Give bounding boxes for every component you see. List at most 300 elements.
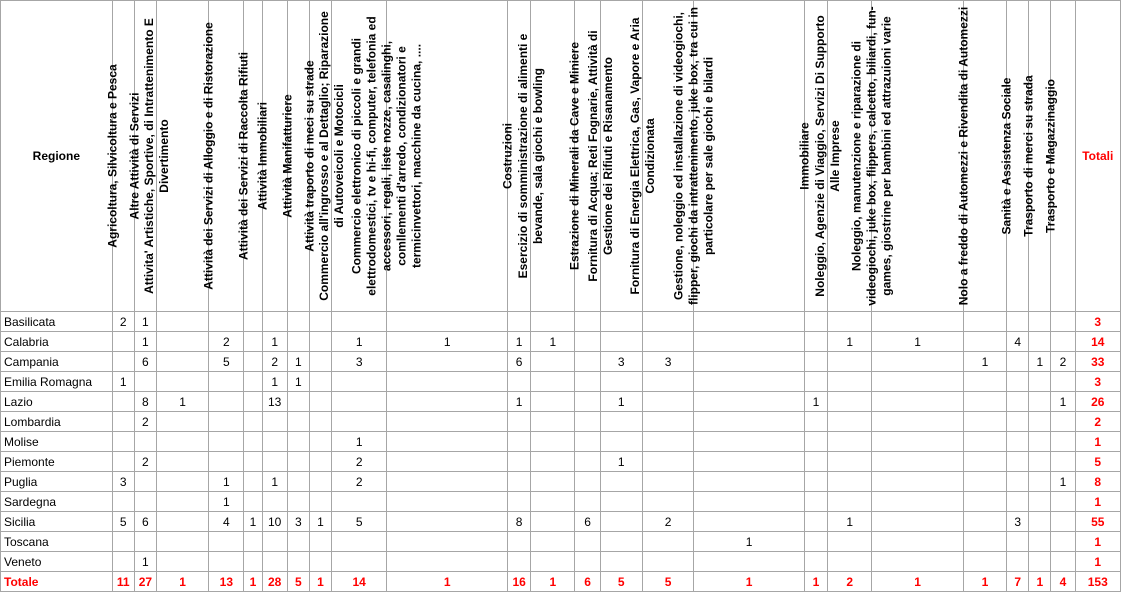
table-cell [694, 352, 805, 372]
table-row [1, 452, 1121, 472]
column-header [849, 1, 964, 312]
table-row [1, 312, 1121, 332]
table-cell [600, 332, 642, 352]
column-header-label: Fornitura di Acqua; Reti Fognarie, Attività di Gestione dei Rifiuti e Risanamento [585, 30, 615, 282]
column-total: 5 [642, 572, 693, 592]
table-cell [828, 472, 872, 492]
table-cell [1051, 552, 1075, 572]
table-cell [156, 452, 208, 472]
table-cell [531, 492, 575, 512]
table-cell [828, 412, 872, 432]
table-cell: 1 [872, 332, 964, 352]
row-total: 26 [1075, 392, 1120, 412]
table-cell [508, 452, 531, 472]
column-total: 1 [531, 572, 575, 592]
table-cell: 3 [1007, 512, 1029, 532]
table-cell [642, 452, 693, 472]
table-cell [694, 512, 805, 532]
table-cell: 6 [575, 512, 600, 532]
table-cell: 1 [963, 352, 1006, 372]
totals-header: Totali [1075, 1, 1120, 312]
table-cell [331, 392, 386, 412]
table-cell: 6 [508, 352, 531, 372]
table-cell [1007, 532, 1029, 552]
table-cell [872, 532, 964, 552]
table-cell [508, 432, 531, 452]
table-cell [287, 392, 309, 412]
table-cell: 1 [331, 332, 386, 352]
table-cell: 1 [287, 372, 309, 392]
table-cell [508, 552, 531, 572]
table-cell [600, 372, 642, 392]
table-cell [804, 452, 827, 472]
table-cell [872, 352, 964, 372]
table-cell [575, 332, 600, 352]
table-cell [600, 532, 642, 552]
table-cell [1051, 432, 1075, 452]
table-cell [134, 472, 156, 492]
table-cell: 2 [134, 452, 156, 472]
table-cell: 6 [134, 512, 156, 532]
column-total: 1 [244, 572, 262, 592]
table-cell [331, 412, 386, 432]
table-cell [963, 512, 1006, 532]
table-cell: 2 [331, 452, 386, 472]
region-name: Campania [1, 352, 113, 372]
table-cell [531, 532, 575, 552]
table-cell [1007, 552, 1029, 572]
column-total: 1 [156, 572, 208, 592]
table-cell [642, 532, 693, 552]
table-cell [156, 432, 208, 452]
table-cell [244, 312, 262, 332]
table-cell [575, 352, 600, 372]
column-total: 7 [1007, 572, 1029, 592]
table-cell [262, 452, 287, 472]
table-cell [1051, 332, 1075, 352]
table-cell [287, 472, 309, 492]
row-total: 3 [1075, 372, 1120, 392]
table-cell [331, 312, 386, 332]
table-cell [287, 312, 309, 332]
table-cell [804, 352, 827, 372]
row-total: 1 [1075, 532, 1120, 552]
table-cell [804, 372, 827, 392]
column-header-label: Agricoltura, Silvicoltura e Pesca [105, 64, 120, 248]
table-cell: 10 [262, 512, 287, 532]
table-cell: 3 [331, 352, 386, 372]
table-cell [244, 412, 262, 432]
region-name: Sicilia [1, 512, 113, 532]
table-cell [694, 452, 805, 472]
column-total: 1 [872, 572, 964, 592]
table-cell [287, 552, 309, 572]
table-cell [508, 412, 531, 432]
table-cell [642, 432, 693, 452]
table-cell: 1 [828, 332, 872, 352]
table-cell: 5 [209, 352, 244, 372]
table-row [1, 492, 1121, 512]
table-cell [309, 532, 331, 552]
column-header-label: Estrazione di Minerali da Cave e Miniere [567, 41, 582, 271]
table-cell [309, 452, 331, 472]
table-cell [262, 552, 287, 572]
column-header-label: Trasporto e Magazzinaggio [1043, 78, 1058, 234]
table-cell: 1 [134, 312, 156, 332]
table-cell [244, 352, 262, 372]
table-cell: 1 [1051, 392, 1075, 412]
row-total: 2 [1075, 412, 1120, 432]
table-cell [600, 432, 642, 452]
grand-total: 153 [1075, 572, 1120, 592]
table-cell [694, 552, 805, 572]
table-cell [600, 552, 642, 572]
column-total: 14 [331, 572, 386, 592]
column-header-label: Attività dei Servizi di Alloggio e di Ristorazione [201, 22, 216, 290]
table-cell [804, 332, 827, 352]
table-cell [387, 492, 508, 512]
region-name: Puglia [1, 472, 113, 492]
table-cell [828, 432, 872, 452]
table-cell: 1 [262, 472, 287, 492]
table-cell: 1 [112, 372, 134, 392]
table-cell [309, 552, 331, 572]
table-cell [1029, 412, 1051, 432]
row-total: 55 [1075, 512, 1120, 532]
table-cell [694, 432, 805, 452]
table-cell [575, 432, 600, 452]
table-cell [387, 452, 508, 472]
table-cell [1029, 312, 1051, 332]
table-cell [244, 332, 262, 352]
table-cell: 1 [804, 392, 827, 412]
table-cell: 1 [600, 452, 642, 472]
table-cell [1029, 452, 1051, 472]
table-cell: 5 [112, 512, 134, 532]
table-cell [309, 492, 331, 512]
table-cell [963, 372, 1006, 392]
table-cell [872, 512, 964, 532]
column-header-label: Sanità e Assistenza Sociale [999, 77, 1014, 235]
table-cell [531, 352, 575, 372]
table-cell [387, 552, 508, 572]
table-cell: 2 [112, 312, 134, 332]
row-total: 5 [1075, 452, 1120, 472]
table-cell [287, 332, 309, 352]
table-cell [1029, 332, 1051, 352]
table-cell [244, 532, 262, 552]
table-cell [244, 432, 262, 452]
region-header: Regione [1, 1, 113, 312]
column-header-label: Commercio all'ingrosso e al Dettaglio; Riparazione di Autoveicoli e Motocicli [316, 11, 346, 301]
table-cell [531, 392, 575, 412]
table-cell [600, 312, 642, 332]
table-cell [1007, 492, 1029, 512]
table-cell: 2 [262, 352, 287, 372]
table-cell [804, 532, 827, 552]
table-cell [508, 492, 531, 512]
table-cell [642, 412, 693, 432]
table-row [1, 332, 1121, 352]
table-cell [1051, 492, 1075, 512]
table-cell [1051, 452, 1075, 472]
table-cell [244, 472, 262, 492]
table-cell [1051, 372, 1075, 392]
table-cell [1029, 372, 1051, 392]
table-row [1, 432, 1121, 452]
table-cell [387, 352, 508, 372]
table-cell: 8 [508, 512, 531, 532]
table-cell [694, 472, 805, 492]
column-header-label: Trasporto di merci su strada [1021, 75, 1036, 237]
table-cell [531, 472, 575, 492]
table-cell: 3 [642, 352, 693, 372]
table-cell: 1 [209, 472, 244, 492]
table-cell [262, 412, 287, 432]
table-cell [156, 352, 208, 372]
column-total: 5 [287, 572, 309, 592]
column-total: 1 [387, 572, 508, 592]
table-cell [209, 412, 244, 432]
column-header-label: Nolo a freddo di Automezzi e Rivendita di Automezzi [956, 6, 971, 306]
column-header-label: Esercizio di somministrazione di alimenti e bevande, sala giochi e bowling [516, 33, 546, 279]
table-cell [287, 412, 309, 432]
table-cell: 1 [508, 392, 531, 412]
table-cell [642, 372, 693, 392]
table-row [1, 392, 1121, 412]
row-total: 1 [1075, 492, 1120, 512]
table-cell [156, 472, 208, 492]
table-cell: 6 [134, 352, 156, 372]
table-cell: 2 [642, 512, 693, 532]
table-cell [134, 432, 156, 452]
table-cell [694, 492, 805, 512]
table-cell [963, 432, 1006, 452]
column-header-label: Immobiliare [797, 122, 812, 190]
table-cell [1051, 532, 1075, 552]
table-cell [209, 392, 244, 412]
table-cell [331, 372, 386, 392]
table-cell [963, 452, 1006, 472]
table-cell [244, 392, 262, 412]
table-cell: 3 [287, 512, 309, 532]
table-cell [575, 312, 600, 332]
table-cell [156, 412, 208, 432]
table-cell [112, 332, 134, 352]
column-header-label: Attività dei Servizi di Raccolta Rifiuti [236, 51, 251, 261]
table-cell [963, 492, 1006, 512]
table-cell [387, 312, 508, 332]
totals-row [1, 572, 1121, 592]
table-cell [575, 392, 600, 412]
table-cell: 1 [694, 532, 805, 552]
table-cell [156, 532, 208, 552]
column-header-label: Attività traporto di meci su strade [302, 60, 317, 252]
table-cell [872, 452, 964, 472]
table-cell: 2 [134, 412, 156, 432]
table-cell [244, 492, 262, 512]
table-cell [1007, 412, 1029, 432]
table-cell [575, 412, 600, 432]
table-cell [209, 372, 244, 392]
table-row [1, 412, 1121, 432]
table-cell [963, 392, 1006, 412]
table-cell: 1 [244, 512, 262, 532]
table-cell: 1 [262, 332, 287, 352]
table-cell [531, 372, 575, 392]
table-cell [156, 312, 208, 332]
table-row [1, 512, 1121, 532]
column-total: 6 [575, 572, 600, 592]
row-total: 14 [1075, 332, 1120, 352]
table-row [1, 472, 1121, 492]
column-header-label: Attività Immobiliari [255, 101, 270, 211]
table-cell [828, 312, 872, 332]
row-total: 8 [1075, 472, 1120, 492]
column-total: 11 [112, 572, 134, 592]
table-cell [804, 312, 827, 332]
column-header-label: Fornitura di Energia Elettrica, Gas, Vapore e Aria Condizionata [627, 17, 657, 295]
table-cell [872, 552, 964, 572]
table-cell [1007, 432, 1029, 452]
table-cell [531, 432, 575, 452]
table-cell [112, 452, 134, 472]
table-cell: 1 [309, 512, 331, 532]
table-cell: 3 [600, 352, 642, 372]
table-cell [1051, 412, 1075, 432]
table-cell [694, 312, 805, 332]
table-cell [112, 392, 134, 412]
table-cell [575, 452, 600, 472]
table-cell [134, 372, 156, 392]
table-cell [694, 392, 805, 412]
table-cell [1007, 392, 1029, 412]
table-cell [508, 372, 531, 392]
table-row [1, 372, 1121, 392]
column-header [1043, 1, 1075, 312]
table-cell [642, 552, 693, 572]
table-cell [134, 492, 156, 512]
table-cell: 4 [1007, 332, 1029, 352]
column-total: 13 [209, 572, 244, 592]
table-cell [1029, 492, 1051, 512]
column-header-label: Gestione, noleggio ed installazione di videogiochi, flipper, giochi da intrattenimento, juke box, tra cui in particolare per sale giochi e bilardi [671, 6, 716, 306]
table-cell [828, 352, 872, 372]
table-cell [1007, 312, 1029, 332]
table-cell [642, 472, 693, 492]
column-total: 28 [262, 572, 287, 592]
table-cell: 1 [134, 552, 156, 572]
column-total: 27 [134, 572, 156, 592]
table-cell [112, 532, 134, 552]
table-cell [963, 472, 1006, 492]
table-cell [309, 352, 331, 372]
column-total: 1 [309, 572, 331, 592]
table-row [1, 352, 1121, 372]
table-cell [642, 392, 693, 412]
table-body [1, 312, 1121, 592]
region-name: Piemonte [1, 452, 113, 472]
table-cell [156, 552, 208, 572]
table-cell [828, 492, 872, 512]
table-cell [872, 412, 964, 432]
table-cell [387, 432, 508, 452]
table-cell [287, 532, 309, 552]
column-header-label: Costruzioni [500, 123, 515, 189]
table-cell [508, 312, 531, 332]
table-cell [828, 532, 872, 552]
column-header-label: Altre Attività di Servizi [127, 92, 142, 220]
table-cell [387, 472, 508, 492]
column-header-label: Attività Manifatturiere [280, 94, 295, 218]
table-cell [387, 412, 508, 432]
table-cell [209, 452, 244, 472]
table-cell: 1 [600, 392, 642, 412]
table-cell [309, 332, 331, 352]
column-total: 2 [828, 572, 872, 592]
table-cell [309, 312, 331, 332]
table-cell [575, 472, 600, 492]
table-cell [694, 412, 805, 432]
table-cell [244, 452, 262, 472]
column-total: 1 [1029, 572, 1051, 592]
table-cell [508, 472, 531, 492]
column-total: 5 [600, 572, 642, 592]
table-cell [331, 552, 386, 572]
table-cell [872, 392, 964, 412]
table-cell [209, 312, 244, 332]
column-header-label: Attivita' Artistiche, Sportive, di Intrattenimento E Divertimento [141, 18, 171, 294]
table-cell [531, 512, 575, 532]
table-cell [575, 372, 600, 392]
region-name: Emilia Romagna [1, 372, 113, 392]
table-cell: 1 [387, 332, 508, 352]
table-cell [309, 372, 331, 392]
table-cell [872, 312, 964, 332]
table-cell [209, 532, 244, 552]
table-cell [287, 432, 309, 452]
table-cell: 1 [209, 492, 244, 512]
table-cell [694, 372, 805, 392]
table-cell [828, 372, 872, 392]
region-name: Lazio [1, 392, 113, 412]
region-name: Lombardia [1, 412, 113, 432]
row-total: 1 [1075, 432, 1120, 452]
table-cell [387, 372, 508, 392]
table-cell [1051, 512, 1075, 532]
table-cell [1007, 452, 1029, 472]
table-cell [963, 532, 1006, 552]
region-name: Molise [1, 432, 113, 452]
table-cell [309, 432, 331, 452]
table-cell [387, 392, 508, 412]
table-cell [642, 492, 693, 512]
table-cell [309, 412, 331, 432]
row-total: 33 [1075, 352, 1120, 372]
table-cell [531, 312, 575, 332]
table-cell [262, 312, 287, 332]
table-cell: 3 [112, 472, 134, 492]
table-cell [244, 552, 262, 572]
table-cell [828, 392, 872, 412]
table-cell [309, 392, 331, 412]
table-cell [262, 432, 287, 452]
row-total: 3 [1075, 312, 1120, 332]
region-name: Basilicata [1, 312, 113, 332]
table-cell [575, 532, 600, 552]
region-name: Toscana [1, 532, 113, 552]
table-cell [531, 452, 575, 472]
